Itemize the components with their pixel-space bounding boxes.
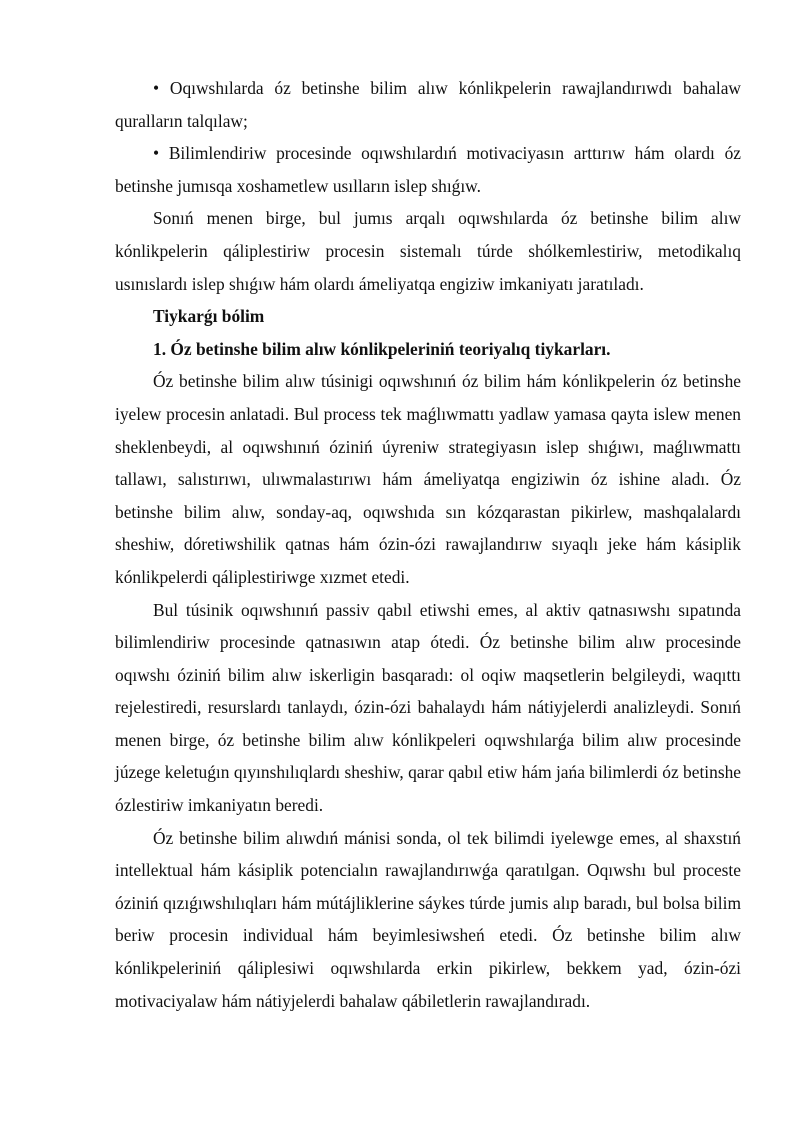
bullet-text-1: Oqıwshılarda óz betinshe bilim alıw kónlikpelerin rawajlandırıwdı bahalaw quralların talqılaw; <box>115 78 741 131</box>
page-content <box>115 72 741 1017</box>
bullet-item-2 <box>115 137 741 202</box>
section-title: Tiykarǵı bólim <box>153 306 265 327</box>
bullet-mark-2: • <box>153 143 160 164</box>
intro-paragraph: Sonıń menen birge, bul jumıs arqalı oqıwshılarda óz betinshe bilim alıw kónlikpelerin qáliplestiriw procesin sistemalı túrde shólkemlestiriw, metodikalıq usınıslardı islep shıǵıw hám olardı ámeliyatqa engiziw imkaniyatı jaratıladı. <box>115 208 741 294</box>
subsection-title: 1. Óz betinshe bilim alıw kónlikpeleriniń teoriyalıq tiykarları. <box>153 338 611 359</box>
body-paragraph-1: Óz betinshe bilim alıw túsinigi oqıwshınıń óz bilim hám kónlikpelerin óz betinshe iyelew procesin anlatadi. Bul process tek maǵlıwmattı yadlaw yamasa qayta islew menen sheklenbeydi, al oqıwshınıń óziniń úyreniw strategiyasın islep shıǵıwı, maǵlıwmattı tallawı, salıstırıwı, ulıwmalastırıwı hám ámeliyatqa engiziwin óz ishine aladı. Óz betinshe bilim alıw, sonday-aq, oqıwshıda sın kózqarastan pikirlew, mashqalalardı sheshiw, dóretiwshilik qatnas hám ózin-ózi rawajlandırıw sıyaqlı jeke hám kásiplik kónlikpelerdi qáliplestiriwge xızmet etedi. <box>115 371 741 587</box>
body-paragraph-2: Bul túsinik oqıwshınıń passiv qabıl etiwshi emes, al aktiv qatnasıwshı sıpatında bilimlendiriw procesinde qatnasıwın atap ótedi. Óz betinshe bilim alıw procesinde oqıwshı óziniń bilim alıw iskerligin basqaradı: ol oqiw maqsetlerin belgileydi, waqıttı rejelestiredi, resurslardı tanlaydı, ózin-ózi bahalaydı hám nátiyjelerdi analizleydi. Sonıń menen birge, óz betinshe bilim alıw kónlikpeleri oqıwshılarǵa bilim alıw procesinde júzege keletuǵın qıyınshılıqlardı sheshiw, qarar qabıl etiw hám jańa bilimlerdi óz betinshe ózlestiriw imkaniyatın beredi. <box>115 599 741 816</box>
bullet-mark-1: • <box>153 78 160 98</box>
bullet-item-1 <box>115 72 741 137</box>
bullet-text-2: Bilimlendiriw procesinde oqıwshılardıń motivaciyasın arttırıw hám olardı óz betinshe jumısqa xoshametlew usılların islep shıǵıw. <box>115 143 741 196</box>
body-paragraph-3: Óz betinshe bilim alıwdıń mánisi sonda, ol tek bilimdi iyelewge emes, al shaxstıń intellektual hám kásiplik potencialın rawajlandırıwǵa qaratılgan. Oqıwshı bul proceste óziniń qızıǵıwshılıqları hám mútájliklerine sáykes túrde jumis alıp baradı, bul bolsa bilim beriw procesin individual hám beyimlesiwsheń etedi. Óz betinshe bilim alıw kónlikpeleriniń qáliplesiwi oqıwshılarda erkin pikirlew, bekkem yad, ózin-ózi motivaciyalaw hám nátiyjelerdi bahalaw qábiletlerin rawajlandıradı. <box>115 827 741 1011</box>
